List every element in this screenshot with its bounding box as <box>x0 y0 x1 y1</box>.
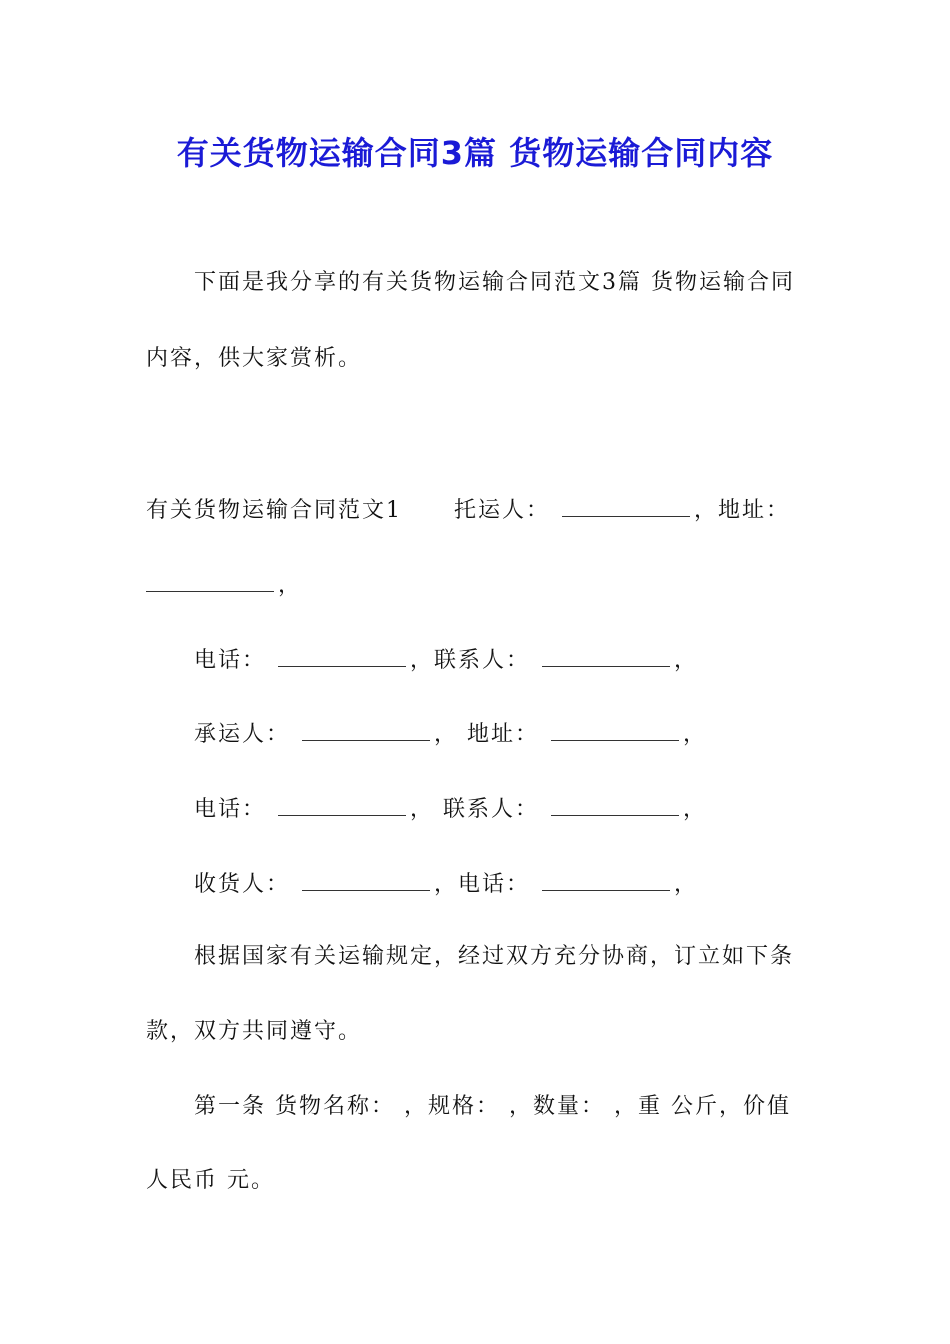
consignee-phone-blank <box>542 868 670 891</box>
intro-line-1: 下面是我分享的有关货物运输合同范文3篇 货物运输合同 <box>194 270 795 295</box>
carrier-line-comma: ， <box>683 722 708 747</box>
intro-line-2: 内容，供大家赏析。 <box>146 346 363 371</box>
consignee-comma: ， <box>674 872 699 897</box>
shipper-blank <box>562 494 690 517</box>
carrier-contact-label: ， 联系人： <box>410 797 540 822</box>
carrier-phone-blank <box>278 793 406 816</box>
shipper-phone-line <box>194 644 698 676</box>
shipper-label: 托运人： <box>454 498 551 523</box>
carrier-blank <box>302 718 430 741</box>
document-title: 有关货物运输合同3篇 货物运输合同内容 <box>176 134 774 172</box>
carrier-phone-label: 电话： <box>194 797 267 822</box>
article1-line-1: 第一条 货物名称： ，规格： ，数量： ，重 公斤，价值 <box>194 1094 791 1119</box>
consignee-phone-label: ，电话： <box>434 872 531 897</box>
sample1-heading-line <box>146 494 790 526</box>
address-blank <box>146 569 274 592</box>
phone-blank <box>278 644 406 667</box>
carrier-contact-blank <box>551 793 679 816</box>
article1-line-2: 人民币 元。 <box>146 1168 275 1193</box>
carrier-line <box>194 718 707 750</box>
phone-line-comma: ， <box>674 648 699 673</box>
contact-label: ，联系人： <box>410 648 531 673</box>
address-blank-line <box>146 569 302 601</box>
carrier-label: 承运人： <box>194 722 291 747</box>
carrier-phone-line <box>194 793 707 825</box>
basis-line-1: 根据国家有关运输规定，经过双方充分协商，订立如下条 <box>194 944 795 969</box>
carrier-address-blank <box>551 718 679 741</box>
address-label: ，地址： <box>694 498 791 523</box>
address-comma: ， <box>278 573 303 598</box>
sample1-heading: 有关货物运输合同范文1 <box>146 498 402 523</box>
contact-blank <box>542 644 670 667</box>
consignee-blank <box>302 868 430 891</box>
carrier-phone-comma: ， <box>683 797 708 822</box>
consignee-line <box>194 868 698 900</box>
consignee-label: 收货人： <box>194 872 291 897</box>
phone-label: 电话： <box>194 648 267 673</box>
carrier-address-label: ， 地址： <box>434 722 540 747</box>
basis-line-2: 款，双方共同遵守。 <box>146 1019 363 1044</box>
